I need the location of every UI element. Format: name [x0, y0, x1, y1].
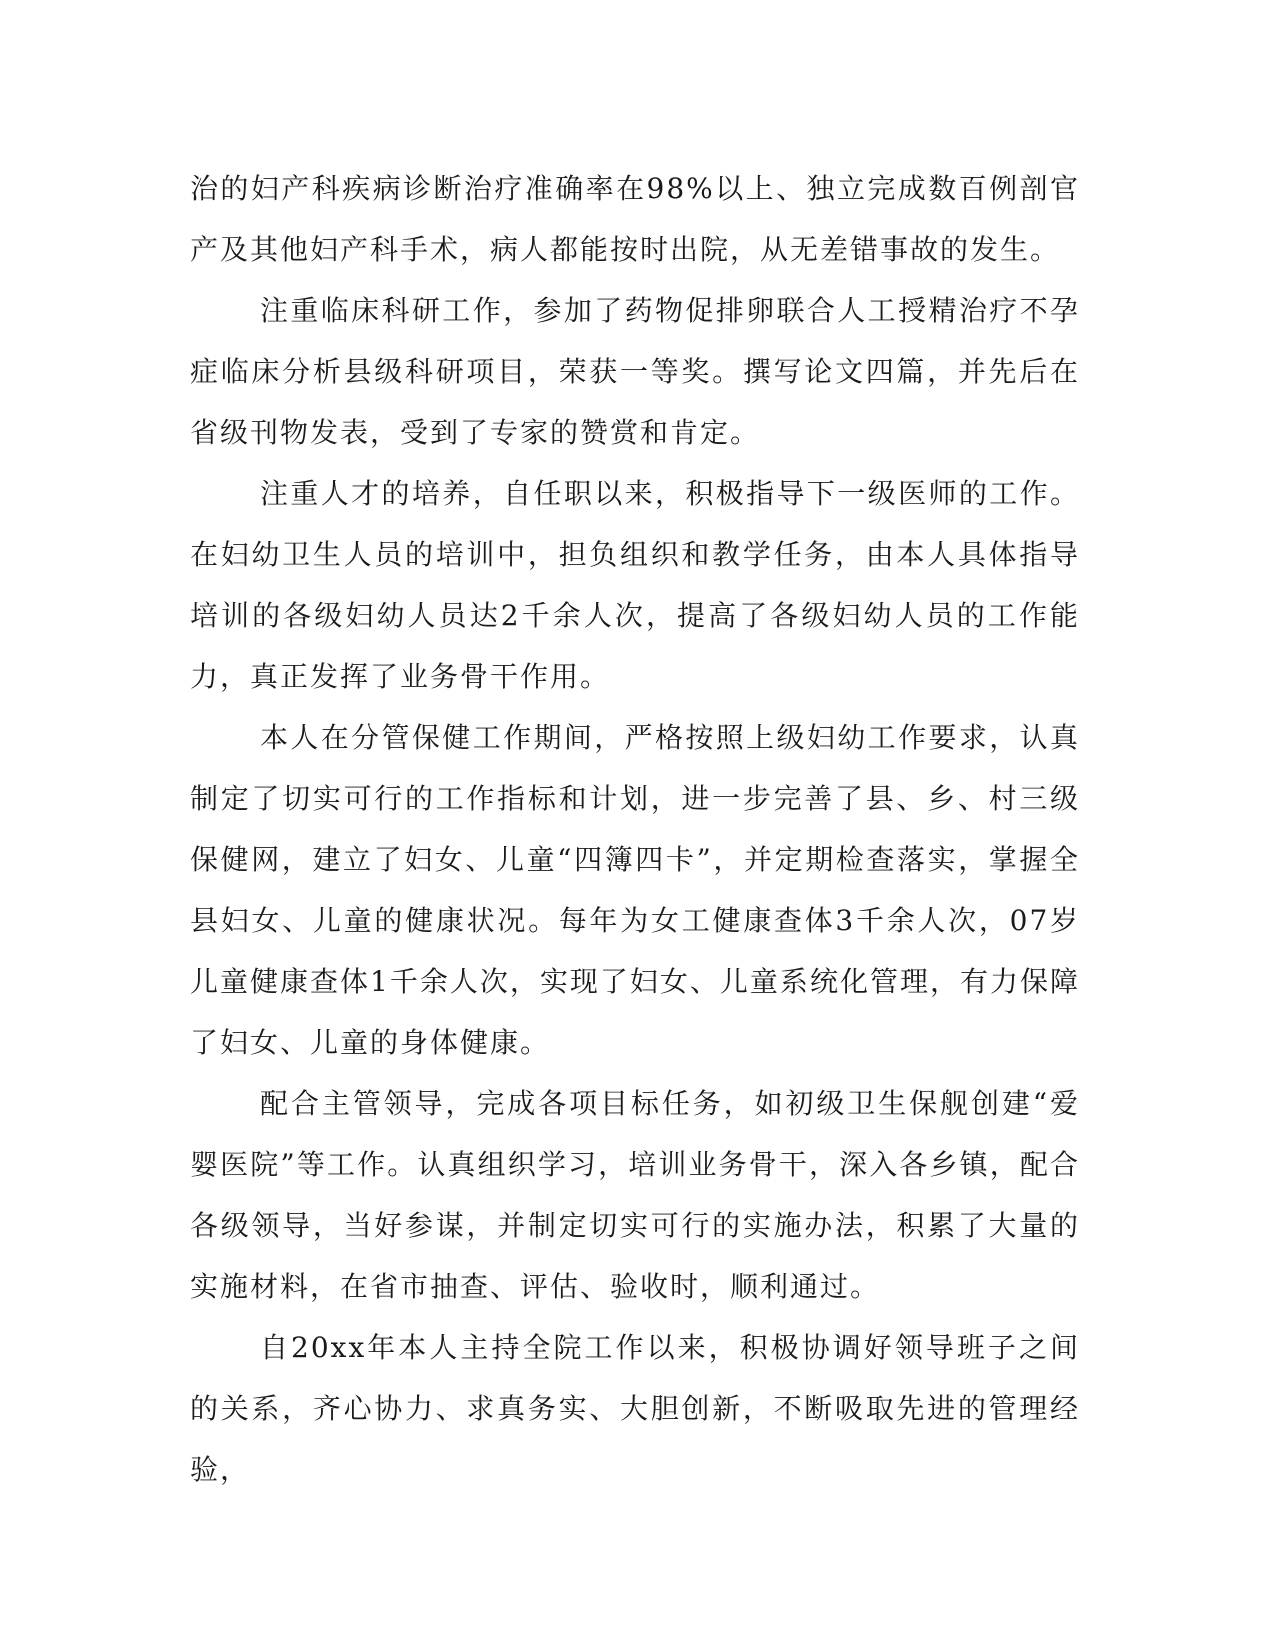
paragraph-2: 注重临床科研工作，参加了药物促排卵联合人工授精治疗不孕症临床分析县级科研项目，荣获一等奖。撰写论文四篇，并先后在省级刊物发表，受到了专家的赞赏和肯定。 [190, 294, 1080, 449]
paragraph-5: 配合主管领导，完成各项目标任务，如初级卫生保舰创建“爱婴医院”等工作。认真组织学习，培训业务骨干，深入各乡镇，配合各级领导，当好参谋，并制定切实可行的实施办法，积累了大量的实施材料，在省市抽查、评估、验收时，顺利通过。 [190, 1087, 1080, 1303]
paragraph-4: 本人在分管保健工作期间，严格按照上级妇幼工作要求，认真制定了切实可行的工作指标和计划，进一步完善了县、乡、村三级保健网，建立了妇女、儿童“四簿四卡”，并定期检查落实，掌握全县妇女、儿童的健康状况。每年为女工健康查体3千余人次，07岁儿童健康查体1千余人次，实现了妇女、儿童系统化管理，有力保障了妇女、儿童的身体健康。 [190, 721, 1080, 1059]
paragraph-6: 自20xx年本人主持全院工作以来，积极协调好领导班子之间的关系，齐心协力、求真务实、大胆创新，不断吸取先进的管理经验， [190, 1331, 1080, 1486]
document-body [190, 158, 1080, 1500]
paragraph-3: 注重人才的培养，自任职以来，积极指导下一级医师的工作。在妇幼卫生人员的培训中，担负组织和教学任务，由本人具体指导培训的各级妇幼人员达2千余人次，提高了各级妇幼人员的工作能力，真正发挥了业务骨干作用。 [190, 477, 1080, 693]
paragraph-1: 治的妇产科疾病诊断治疗准确率在98%以上、独立完成数百例剖官产及其他妇产科手术，病人都能按时出院，从无差错事故的发生。 [190, 172, 1080, 266]
